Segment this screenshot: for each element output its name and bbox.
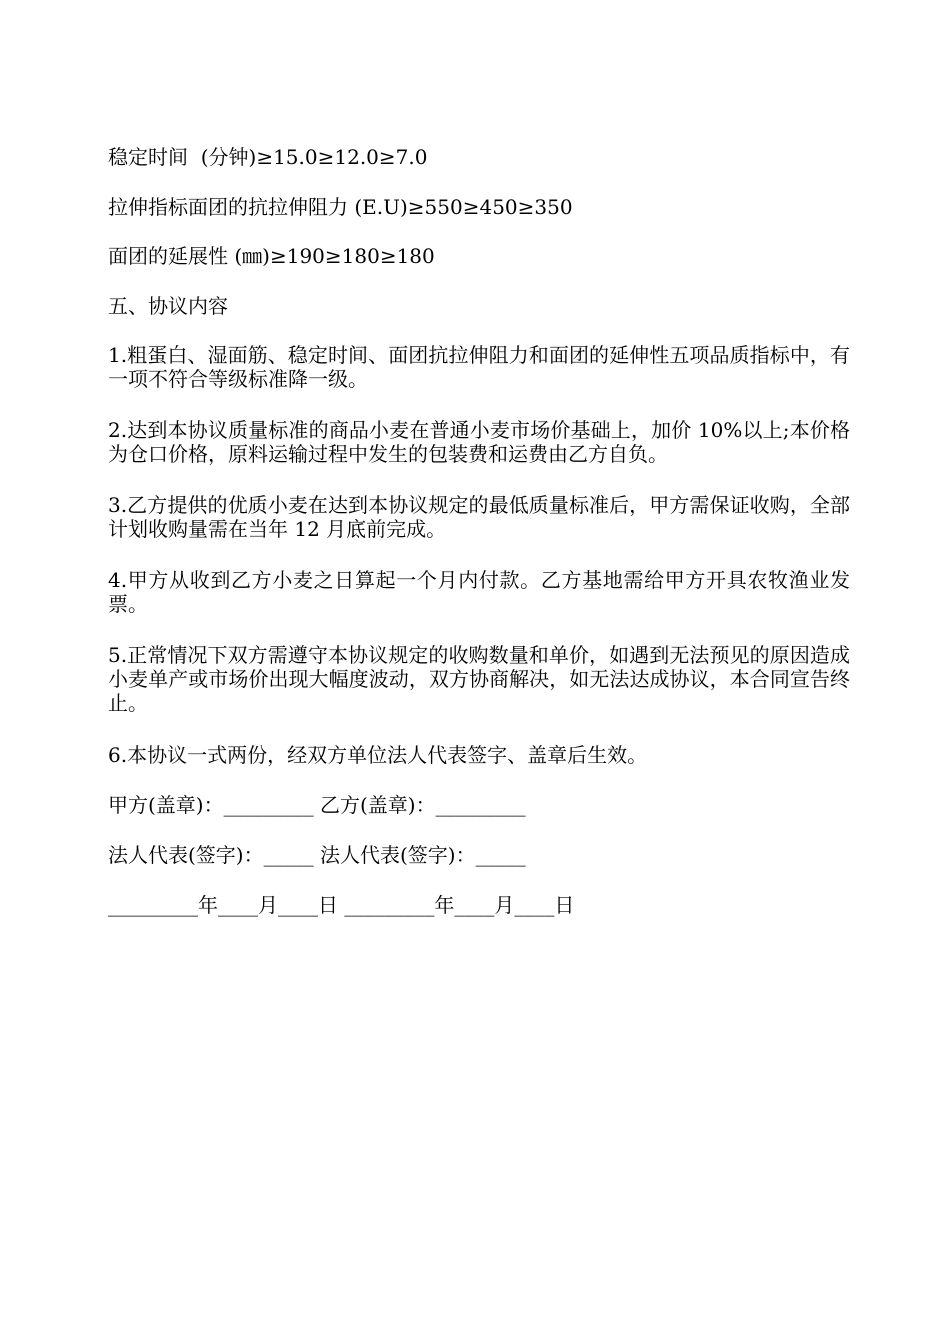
spec-line-extensibility: 面团的延展性 (㎜)≥190≥180≥180 xyxy=(108,244,435,268)
signature-seal-line: 甲方(盖章)：_________ 乙方(盖章)：_________ xyxy=(108,793,526,817)
spec-line-tensile-resistance: 拉伸指标面团的抗拉伸阻力 (E.U)≥550≥450≥350 xyxy=(108,195,573,219)
clause-5: 5.正常情况下双方需遵守本协议规定的收购数量和单价，如遇到无法预见的原因造成小麦单产或市场价出现大幅度波动，双方协商解决，如无法达成协议，本合同宣告终止。 xyxy=(108,643,850,715)
clause-2: 2.达到本协议质量标准的商品小麦在普通小麦市场价基础上，加价 10%以上;本价格为仓口价格，原料运输过程中发生的包装费和运费由乙方自负。 xyxy=(108,418,850,466)
signature-representative-line: 法人代表(签字)：_____ 法人代表(签字)：_____ xyxy=(108,843,526,867)
signature-date-line: _________年____月____日 _________年____月____日 xyxy=(108,893,575,917)
clause-4: 4.甲方从收到乙方小麦之日算起一个月内付款。乙方基地需给甲方开具农牧渔业发票。 xyxy=(108,568,850,616)
clause-1: 1.粗蛋白、湿面筋、稳定时间、面团抗拉伸阻力和面团的延伸性五项品质指标中，有一项不符合等级标准降一级。 xyxy=(108,343,850,391)
spec-line-stability-time: 稳定时间 (分钟)≥15.0≥12.0≥7.0 xyxy=(108,145,428,169)
clause-3: 3.乙方提供的优质小麦在达到本协议规定的最低质量标准后，甲方需保证收购，全部计划收购量需在当年 12 月底前完成。 xyxy=(108,493,850,541)
section-title: 五、协议内容 xyxy=(108,294,228,318)
clause-6: 6.本协议一式两份，经双方单位法人代表签字、盖章后生效。 xyxy=(108,743,648,767)
